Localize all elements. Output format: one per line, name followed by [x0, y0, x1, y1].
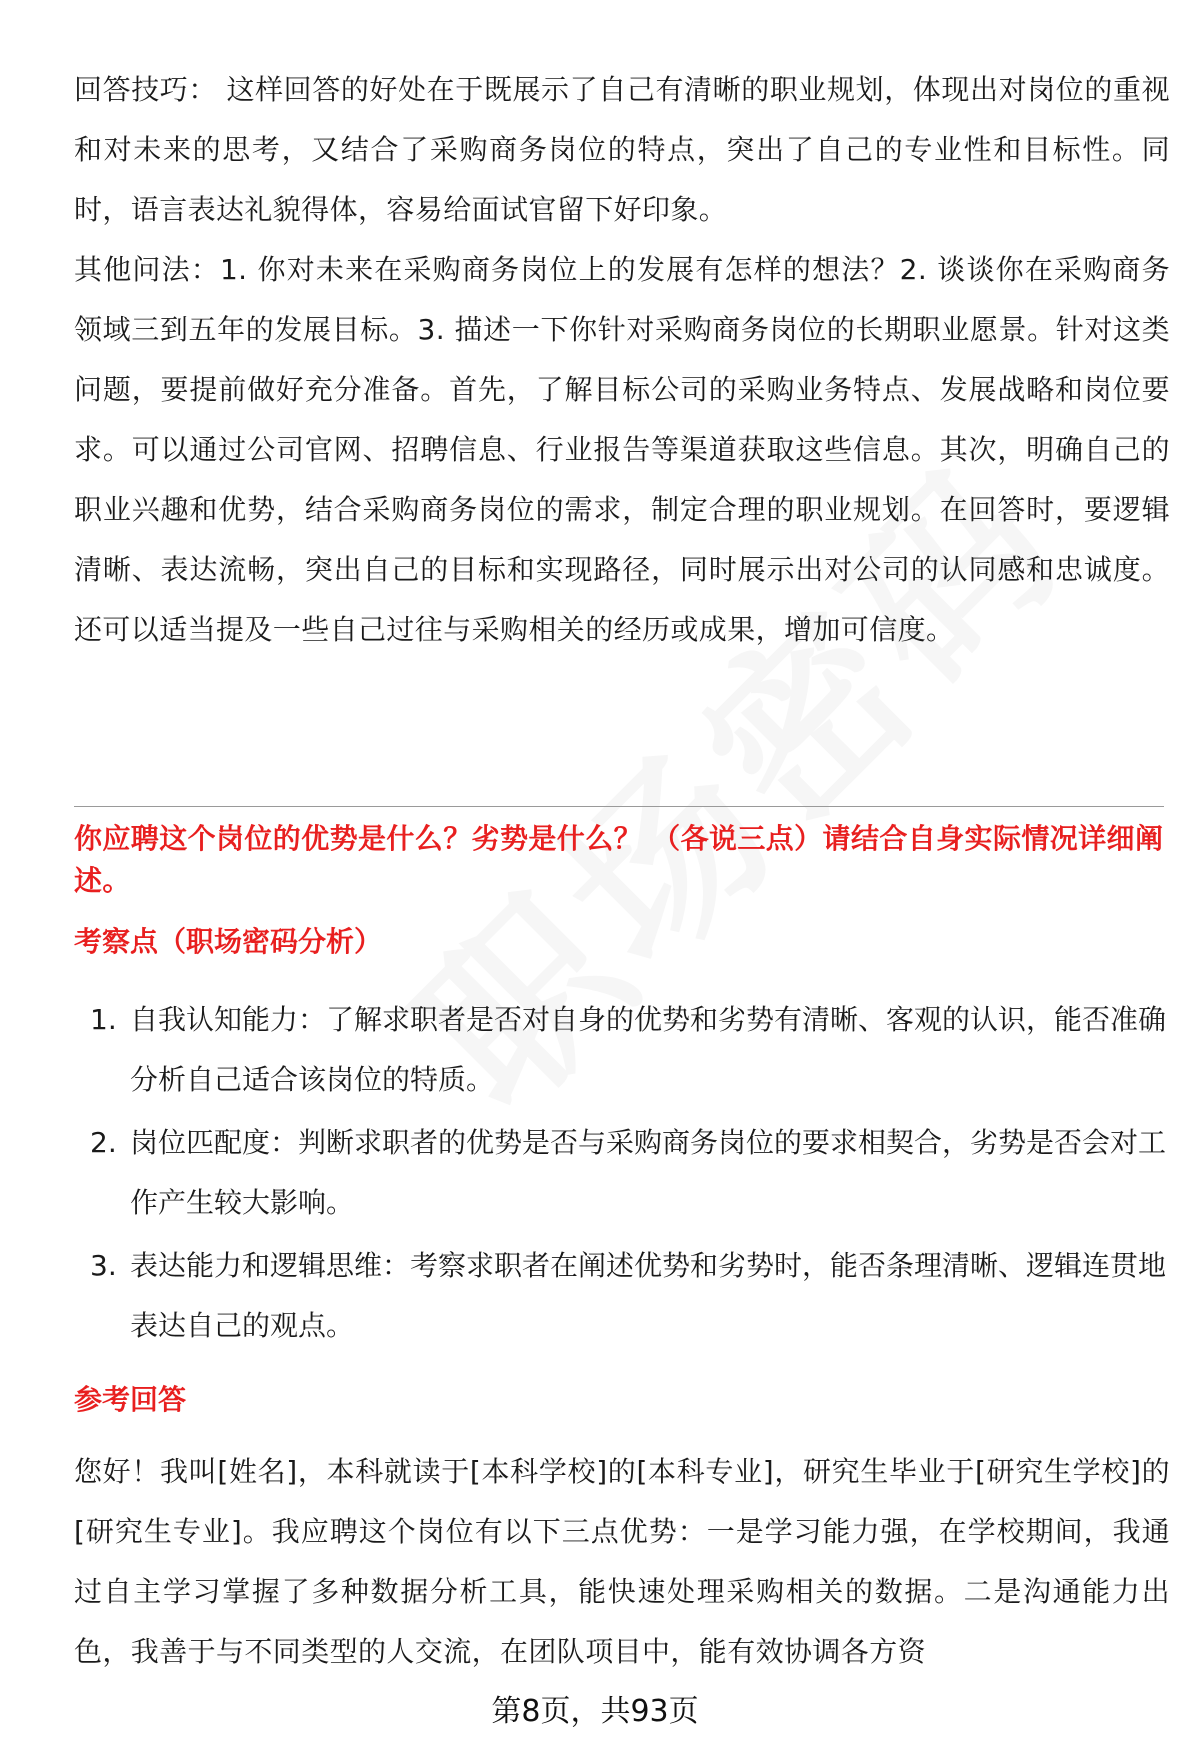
list-item-text: 表达能力和逻辑思维：考察求职者在阐述优势和劣势时，能否条理清晰、逻辑连贯地表达自己的观点。	[130, 1249, 1167, 1342]
list-item-text: 岗位匹配度：判断求职者的优势是否与采购商务岗位的要求相契合，劣势是否会对工作产生较大影响。	[130, 1126, 1167, 1219]
answer-tip-paragraph: 回答技巧： 这样回答的好处在于既展示了自己有清晰的职业规划，体现出对岗位的重视和对未来的思考，又结合了采购商务岗位的特点，突出了自己的专业性和目标性。同时，语言表达礼貌得体，容易给面试官留下好印象。	[74, 73, 1170, 226]
reference-answer-heading: 参考回答	[74, 1383, 187, 1416]
analysis-heading: 考察点（职场密码分析）	[74, 925, 383, 958]
list-number: 2.	[90, 1126, 117, 1159]
analysis-item	[74, 1236, 1170, 1356]
analysis-list	[74, 990, 1170, 1356]
section-divider	[74, 806, 1164, 807]
list-item-text: 自我认知能力：了解求职者是否对自身的优势和劣势有清晰、客观的认识，能否准确分析自己适合该岗位的特质。	[130, 1003, 1167, 1096]
page-number: 第8页，共93页	[491, 1694, 699, 1729]
list-number: 3.	[90, 1249, 117, 1282]
question-title: 你应聘这个岗位的优势是什么？劣势是什么？ （各说三点）请结合自身实际情况详细阐述。	[74, 822, 1164, 897]
analysis-item	[74, 990, 1170, 1110]
other-asks-paragraph: 其他问法：1. 你对未来在采购商务岗位上的发展有怎样的想法？2. 谈谈你在采购商务领域三到五年的发展目标。3. 描述一下你针对采购商务岗位的长期职业愿景。针对这类问题，要提前做好充分准备。首先，了解目标公司的采购业务特点、发展战略和岗位要求。可以通过公司官网、招聘信息、行业报告等渠道获取这些信息。其次，明确自己的职业兴趣和优势，结合采购商务岗位的需求，制定合理的职业规划。在回答时，要逻辑清晰、表达流畅，突出自己的目标和实现路径，同时展示出对公司的认同感和忠诚度。还可以适当提及一些自己过往与采购相关的经历或成果，增加可信度。	[74, 253, 1170, 646]
analysis-item	[74, 1113, 1170, 1233]
list-number: 1.	[90, 1003, 117, 1036]
reference-answer-paragraph: 您好！我叫[姓名]，本科就读于[本科学校]的[本科专业]，研究生毕业于[研究生学校]的[研究生专业]。我应聘这个岗位有以下三点优势：一是学习能力强，在学校期间，我通过自主学习掌握了多种数据分析工具，能快速处理采购相关的数据。二是沟通能力出色，我善于与不同类型的人交流，在团队项目中，能有效协调各方资	[74, 1455, 1170, 1668]
